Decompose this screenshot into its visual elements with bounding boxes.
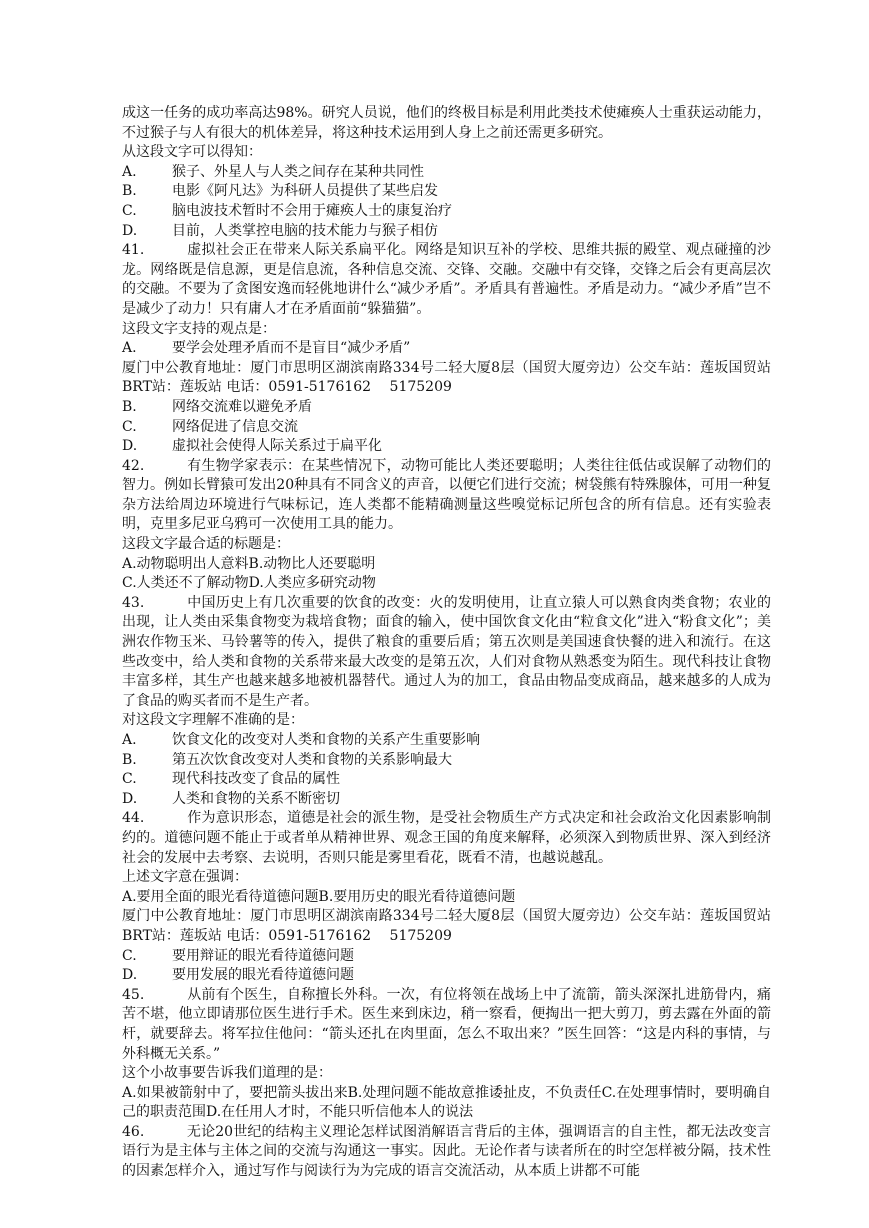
question-paragraph xyxy=(122,594,771,712)
option-key: C. xyxy=(122,418,137,435)
option-key: C. xyxy=(122,771,137,788)
question-number: 41. xyxy=(122,242,145,259)
indent-gap xyxy=(144,1124,187,1140)
answer-option xyxy=(122,182,771,202)
question-number: 43. xyxy=(122,594,145,611)
answer-option xyxy=(122,770,771,790)
text-line: 这段文字支持的观点是： xyxy=(122,320,276,337)
text-line: A.动物聪明出人意料B.动物比人还要聪明 xyxy=(122,555,376,572)
question-paragraph xyxy=(122,457,771,535)
option-text: 猴子、外星人与人类之间存在某种共同性 xyxy=(172,163,424,180)
question-paragraph xyxy=(122,241,771,319)
question-paragraph xyxy=(122,809,771,868)
answer-option xyxy=(122,222,771,242)
option-key: B. xyxy=(122,183,137,200)
option-text: 饮食文化的改变对人类和食物的关系产生重要影响 xyxy=(172,732,480,748)
indent-gap xyxy=(144,595,187,611)
text-paragraph: 成这一任务的成功率高达98%。研究人员说，他们的终极目标是利用此类技术使瘫痪人士重获运动能力，不过猴子与人有很大的机体差异，将这种技术运用到人身上之前还需更多研究。 xyxy=(122,105,771,141)
option-text: 人类和食物的关系不断密切 xyxy=(172,790,340,807)
question-text: 虚拟社会正在带来人际关系扁平化。网络是知识互补的学校、思维共振的殿堂、观点碰撞的沙龙。网络既是信息源，更是信息流，各种信息交流、交锋、交融。交融中有交锋，交锋之后会有更高层次的交融。不要为了贪图安逸而轻佻地讲什么“减少矛盾”。矛盾具有普遍性。矛盾是动力。“减少矛盾”岂不是减少了动力！只有庸人才在矛盾面前“躲猫猫”。 xyxy=(122,242,772,317)
option-key: C. xyxy=(122,947,137,964)
text-line: 对这段文字理解不准确的是： xyxy=(122,712,304,729)
indent-gap xyxy=(144,810,187,826)
text-line: 这段文字最合适的标题是： xyxy=(122,536,290,553)
question-number: 45. xyxy=(122,986,145,1003)
option-text: 虚拟社会使得人际关系过于扁平化 xyxy=(172,438,382,455)
answer-option xyxy=(122,790,771,810)
option-text: 网络促进了信息交流 xyxy=(172,418,298,435)
option-key: A. xyxy=(122,163,137,180)
answer-option xyxy=(122,163,771,183)
answer-option xyxy=(122,966,771,986)
option-key: A. xyxy=(122,340,137,357)
answer-option xyxy=(122,418,771,438)
question-text: 中国历史上有几次重要的饮食的改变：火的发明使用，让直立猿人可以熟食肉类食物；农业的出现，让人类由采集食物变为栽培食物；面食的输入，使中国饮食文化由“粒食文化”进入“粉食文化”；美洲农作物玉米、马铃薯等的传入，提供了粮食的重要后盾；第五次则是美国速食快餐的进入和流行。在这些改变中，给人类和食物的关系带来最大改变的是第五次，人们对食物从熟悉变为陌生。现代科技让食物丰富多样，其生产也越来越多地被机器替代。通过人为的加工，食品由物品变成商品，越来越多的人成为了食品的购买者而不是生产者。 xyxy=(122,594,772,709)
question-number: 44. xyxy=(122,810,145,827)
option-key: D. xyxy=(122,790,138,807)
answer-option xyxy=(122,751,771,771)
option-text: 网络交流难以避免矛盾 xyxy=(172,398,312,415)
option-text: 要用发展的眼光看待道德问题 xyxy=(172,967,354,984)
option-text: 目前，人类掌控电脑的技术能力与猴子相仿 xyxy=(172,222,438,239)
text-line: 这个小故事要告诉我们道理的是： xyxy=(122,1065,332,1082)
text-line: A.要用全面的眼光看待道德问题B.要用历史的眼光看待道德问题 xyxy=(122,888,516,905)
option-text: 电影《阿凡达》为科研人员提供了某些启发 xyxy=(172,183,438,200)
option-key: D. xyxy=(122,967,138,984)
question-text: 作为意识形态，道德是社会的派生物，是受社会物质生产方式决定和社会政治文化因素影响制约的。道德问题不能止于或者单从精神世界、观念王国的角度来解释，必须深入到物质世界、深入到经济社会的发展中去考察、去说明，否则只能是雾里看花，既看不清，也越说越乱。 xyxy=(122,810,772,866)
text-line: C.人类还不了解动物D.人类应多研究动物 xyxy=(122,575,376,592)
answer-option xyxy=(122,731,771,751)
indent-gap xyxy=(144,987,187,1003)
text-paragraph: 厦门中公教育地址：厦门市思明区湖滨南路334号二轻大厦8层（国贸大厦旁边）公交车站：莲坂国贸站 BRT站：莲坂站 电话：0591-5176162 5175209 xyxy=(122,359,771,396)
indent-gap xyxy=(144,458,187,474)
text-paragraph: A.如果被箭射中了，要把箭头拔出来B.处理问题不能故意推诿扯皮，不负责任C.在处理事情时，要明确自己的职责范围D.在任用人才时，不能只听信他本人的说法 xyxy=(122,1084,771,1121)
option-key: D. xyxy=(122,438,138,455)
option-key: D. xyxy=(122,222,138,239)
question-text: 从前有个医生，自称擅长外科。一次，有位将领在战场上中了流箭，箭头深深扎进筋骨内，痛苦不堪，他立即请那位医生进行手术。医生来到床边，稍一察看，便掏出一把大剪刀，剪去露在外面的箭杆，就要辞去。将军拉住他问：“箭头还扎在肉里面，怎么不取出来？”医生回答：“这是内科的事情，与外科概无关系。” xyxy=(122,986,772,1062)
text-paragraph: 厦门中公教育地址：厦门市思明区湖滨南路334号二轻大厦8层（国贸大厦旁边）公交车站：莲坂国贸站 BRT站：莲坂站 电话：0591-5176162 5175209 xyxy=(122,908,771,944)
option-text: 要学会处理矛盾而不是盲目“减少矛盾” xyxy=(172,340,411,357)
option-text: 要用辩证的眼光看待道德问题 xyxy=(172,947,354,964)
option-key: C. xyxy=(122,202,137,219)
answer-option xyxy=(122,339,771,359)
indent-gap xyxy=(144,242,187,258)
option-key: A. xyxy=(122,732,137,748)
option-text: 脑电波技术暂时不会用于瘫痪人士的康复治疗 xyxy=(172,202,452,219)
question-paragraph xyxy=(122,1123,771,1182)
question-number: 46. xyxy=(122,1123,145,1140)
answer-option xyxy=(122,398,771,418)
text-line: 上述文字意在强调： xyxy=(122,869,248,886)
option-key: B. xyxy=(122,398,137,415)
question-paragraph xyxy=(122,986,771,1064)
answer-option xyxy=(122,947,771,967)
option-text: 第五次饮食改变对人类和食物的关系影响最大 xyxy=(172,751,452,768)
text-line: 从这段文字可以得知： xyxy=(122,144,262,161)
question-text: 有生物学家表示：在某些情况下，动物可能比人类还要聪明；人类往往低估或误解了动物们的智力。例如长臂猿可发出20种具有不同含义的声音，以便它们进行交流；树袋熊有特殊腺体，可用一种复杂方法给周边环境进行气味标记，连人类都不能精确测量这些嗅觉标记所包含的所有信息。还有实验表明，克里多尼亚乌鸦可一次使用工具的能力。 xyxy=(122,457,772,533)
answer-option xyxy=(122,437,771,457)
answer-option xyxy=(122,202,771,222)
option-key: B. xyxy=(122,751,137,768)
question-number: 42. xyxy=(122,457,145,474)
option-text: 现代科技改变了食品的属性 xyxy=(172,771,340,788)
question-text: 无论20世纪的结构主义理论怎样试图消解语言背后的主体，强调语言的自主性，都无法改变言语行为是主体与主体之间的交流与沟通这一事实。因此。无论作者与读者所在的时空怎样被分隔，技术性的因素怎样介入，通过写作与阅读行为为完成的语言交流活动，从本质上讲都不可能 xyxy=(122,1123,772,1180)
